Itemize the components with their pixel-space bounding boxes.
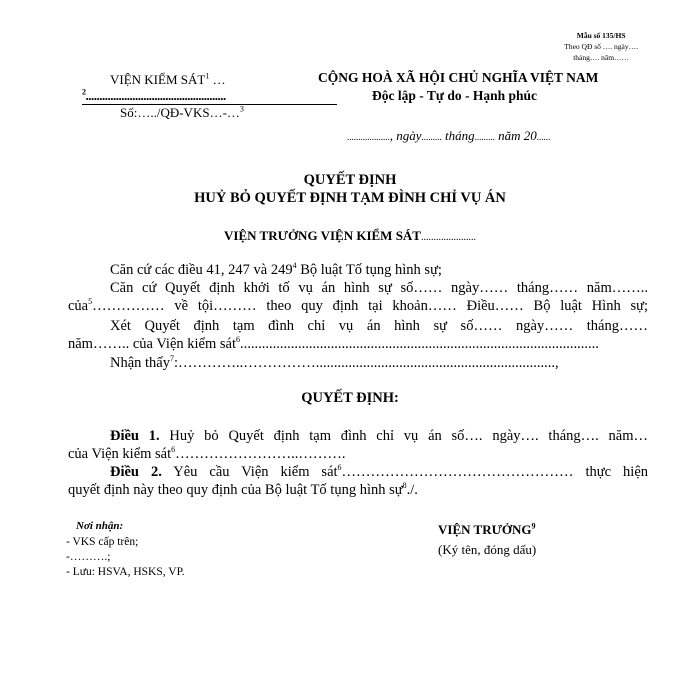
article-2-line1	[110, 464, 648, 481]
document-title: QUYẾT ĐỊNH	[303, 172, 397, 188]
recipient-item: - Lưu: HSVA, HSKS, VP.	[66, 566, 185, 578]
findings	[110, 355, 690, 372]
consideration-line2	[68, 336, 648, 353]
footnote-3: 3	[239, 104, 244, 114]
decision-heading: QUYẾT ĐỊNH:	[301, 390, 399, 406]
footnote-1: 1	[205, 71, 210, 81]
footnote-6-b: 6	[337, 463, 342, 473]
article-2-line2-end: ./.	[406, 482, 418, 498]
issuing-authority-dots: ......................	[420, 232, 476, 243]
form-code-line2: tháng…. năm……	[573, 53, 630, 62]
date-day-dots: .........	[421, 132, 442, 142]
org-name	[110, 72, 226, 88]
org-name-text: VIỆN KIỂM SÁT	[110, 72, 206, 87]
date-month-dots: .........	[474, 132, 495, 142]
article-2-tail: ………………………………………… thực hiện	[341, 464, 649, 480]
form-code-line1: Theo QĐ số …. ngày….	[564, 42, 638, 51]
findings-dots: :…………..……………..................................................................,	[174, 355, 559, 371]
org-name-suffix: …	[209, 72, 226, 87]
legal-basis-2-line1: Căn cứ Quyết định khởi tố vụ án hình sự số…… ngày…… tháng…… năm……..	[110, 280, 648, 296]
signer-title-text: VIỆN TRƯỞNG	[438, 522, 532, 537]
article-2-line2	[68, 482, 648, 499]
article-2-label: Điều 2.	[110, 464, 162, 480]
issuing-authority	[0, 228, 700, 244]
article-2-line2-text: quyết định này theo quy định của Bộ luật Tố tụng hình sự	[68, 482, 403, 498]
recipient-item: - VKS cấp trên;	[66, 536, 139, 548]
legal-basis-2-line2	[68, 298, 648, 315]
recipients-title: Nơi nhận:	[76, 520, 124, 532]
consideration-text: năm…….. của Viện kiểm sát	[68, 336, 236, 352]
document-subtitle: HUỶ BỎ QUYẾT ĐỊNH TẠM ĐÌNH CHỈ VỤ ÁN	[194, 190, 506, 206]
nation-title: CỘNG HOÀ XÃ HỘI CHỦ NGHĨA VIỆT NAM	[318, 70, 599, 85]
form-code-title: Mẫu số 135/HS	[576, 31, 626, 40]
footnote-2: 2	[82, 87, 86, 97]
signer-title	[438, 522, 536, 538]
footnote-4: 4	[292, 261, 297, 271]
consideration-dots: ...................................................................................................	[240, 336, 599, 352]
org-subunit-dots: ...................................................	[85, 88, 226, 103]
findings-label: Nhận thấy	[110, 355, 170, 371]
legal-basis-1-text: Căn cứ các điều 41, 247 và 249	[110, 262, 293, 278]
article-1-line2-text: của Viện kiểm sát	[68, 446, 172, 462]
date-day-label: , ngày	[389, 128, 422, 143]
footnote-8: 8	[402, 481, 407, 491]
footnote-7: 7	[170, 354, 174, 364]
date-month-label: tháng	[441, 128, 475, 143]
article-2-text: Yêu cầu Viện kiểm sát	[161, 464, 338, 480]
issuing-authority-text: VIỆN TRƯỞNG VIỆN KIỂM SÁT	[224, 228, 421, 243]
article-1-label: Điều 1.	[110, 428, 160, 444]
legal-basis-1	[110, 262, 690, 279]
footnote-6: 6	[236, 335, 240, 345]
place-dots: ...................	[347, 132, 390, 142]
document-number-text: Số:…../QĐ-VKS…-…	[120, 105, 240, 120]
consideration-line1: Xét Quyết định tạm đình chỉ vụ án hình sự số…… ngày…… tháng……	[110, 318, 648, 334]
legal-basis-2-prefix: của	[68, 298, 89, 314]
date-year-dots: ......	[536, 132, 551, 142]
signature-note: (Ký tên, đóng dấu)	[438, 542, 537, 557]
recipient-item: -……….;	[66, 551, 111, 563]
date-year-label: năm 20	[494, 128, 537, 143]
article-1-line2	[68, 446, 648, 463]
org-subunit	[82, 88, 226, 104]
footnote-5: 5	[88, 297, 93, 307]
form-code	[564, 30, 638, 63]
legal-basis-2-text: …………… về tội……… theo quy định tại khoản…… Điều…… Bộ luật Hình sự;	[92, 298, 648, 314]
document-number	[120, 105, 244, 121]
motto: Độc lập - Tự do - Hạnh phúc	[372, 88, 538, 103]
article-1-line2-dots: ……………………..……….	[175, 446, 346, 462]
legal-basis-1-tail: Bộ luật Tố tụng hình sự;	[296, 262, 442, 278]
footnote-6-a: 6	[171, 445, 176, 455]
article-1-line1	[110, 428, 648, 445]
article-1-text: Huỷ bỏ Quyết định tạm đình chỉ vụ án số…. ngày…. tháng…. năm…	[159, 428, 648, 444]
place-date	[347, 128, 550, 144]
footnote-9: 9	[531, 521, 536, 531]
